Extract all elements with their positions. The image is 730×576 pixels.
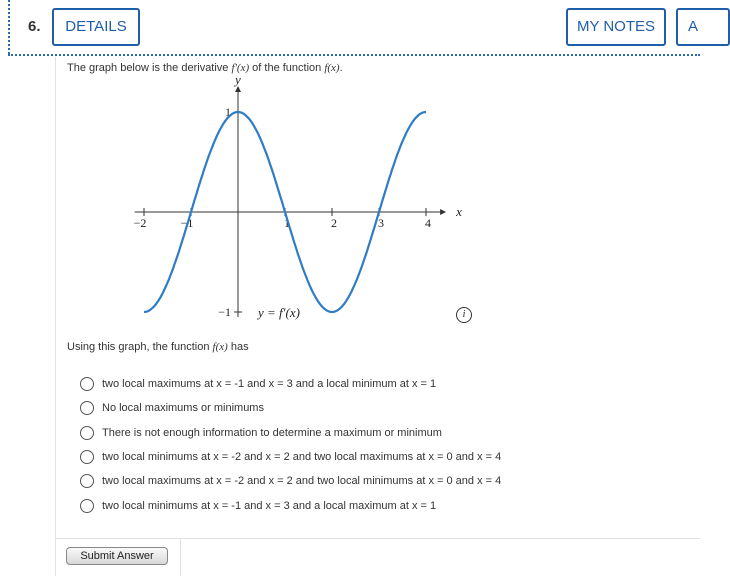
question-number: 6. xyxy=(28,18,41,35)
answer-option[interactable] xyxy=(80,396,501,420)
prompt-f: f(x) xyxy=(212,341,228,353)
info-icon[interactable]: i xyxy=(456,307,472,323)
x-tick-label: 2 xyxy=(331,216,337,230)
intro-suffix: . xyxy=(339,62,343,74)
radio-button[interactable] xyxy=(80,401,94,415)
question-header xyxy=(0,0,700,56)
y-axis-label: y xyxy=(235,72,241,87)
answer-option[interactable] xyxy=(80,421,501,445)
answer-option[interactable] xyxy=(80,469,501,493)
answer-option[interactable] xyxy=(80,493,501,517)
radio-button[interactable] xyxy=(80,499,94,513)
radio-button[interactable] xyxy=(80,474,94,488)
my-notes-button[interactable]: MY NOTES xyxy=(566,8,666,46)
x-axis-label: x xyxy=(456,204,462,219)
details-button[interactable]: DETAILS xyxy=(52,8,140,46)
y-tick-label-top: 1 xyxy=(225,105,231,119)
intro-text xyxy=(67,62,343,74)
answer-option[interactable] xyxy=(80,372,501,396)
radio-button[interactable] xyxy=(80,377,94,391)
y-tick-label-bottom: −1 xyxy=(218,305,231,319)
option-label: two local minimums at x = -1 and x = 3 and a local maximum at x = 1 xyxy=(102,499,437,512)
footer-vdivider xyxy=(180,538,181,576)
x-tick-label: 3 xyxy=(378,216,384,230)
intro-f: f(x) xyxy=(324,62,340,74)
x-tick-label: 1 xyxy=(284,216,290,230)
intro-fprime: f'(x) xyxy=(231,62,250,74)
derivative-graph xyxy=(78,72,462,328)
answer-option[interactable] xyxy=(80,445,501,469)
prompt-suffix: has xyxy=(227,341,249,353)
radio-button[interactable] xyxy=(80,426,94,440)
option-label: There is not enough information to determine a maximum or minimum xyxy=(102,426,442,439)
x-tick-label: 4 xyxy=(425,216,431,230)
ask-button[interactable]: A xyxy=(676,8,730,46)
x-axis-arrow xyxy=(440,209,446,215)
option-label: two local minimums at x = -2 and x = 2 and two local maximums at x = 0 and x = 4 xyxy=(102,451,502,464)
curve-label: y = f′(x) xyxy=(258,305,300,320)
submit-answer-button[interactable]: Submit Answer xyxy=(66,547,168,565)
radio-button[interactable] xyxy=(80,450,94,464)
option-label: No local maximums or minimums xyxy=(102,402,264,415)
answer-options xyxy=(80,372,501,518)
header-divider xyxy=(8,54,700,56)
header-left-border xyxy=(8,0,10,54)
option-label: two local maximums at x = -2 and x = 2 and two local minimums at x = 0 and x = 4 xyxy=(102,475,502,488)
prompt-prefix: Using this graph, the function xyxy=(67,341,213,353)
footer-divider xyxy=(55,538,700,539)
question-prompt xyxy=(67,341,249,353)
x-tick-label: −1 xyxy=(180,216,194,230)
x-tick-label: −2 xyxy=(133,216,147,230)
intro-prefix: The graph below is the derivative xyxy=(67,62,232,74)
option-label: two local maximums at x = -1 and x = 3 and a local minimum at x = 1 xyxy=(102,378,437,391)
intro-middle: of the function xyxy=(249,62,325,74)
